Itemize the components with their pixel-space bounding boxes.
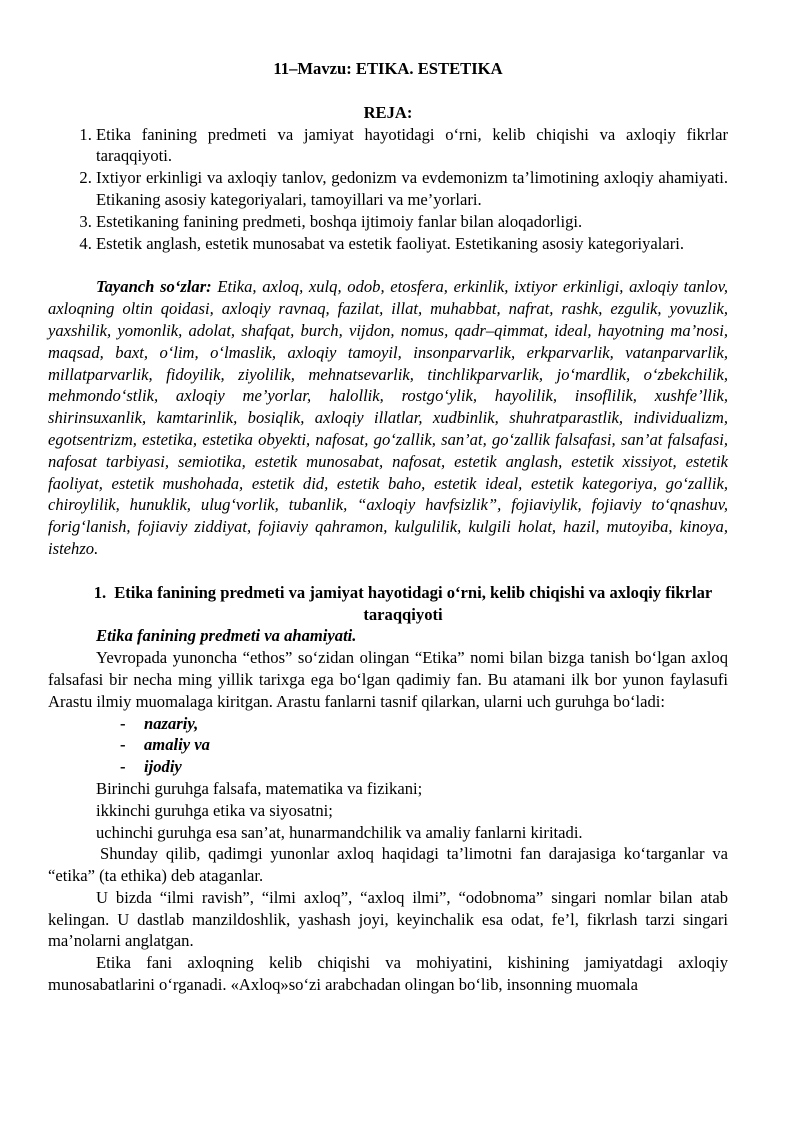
section-title: Etika fanining predmeti va jamiyat hayotidagi o‘rni, kelib chiqishi va axloqiy fikrlar taraqqiyoti bbox=[114, 582, 713, 624]
body-paragraph: Yevropada yunoncha “ethos” so‘zidan olingan “Etika” nomi bilan bizga tanish bo‘lgan axloq falsafasi bir necha ming yillik tarixga ega bo‘lgan qadimiy fan. Bu atamani ilk bor yunon faylasufi Arastu ilmiy muomalaga kiritgan. Arastu fanlarni tasnif qilarkan, ularni uch guruhga bo‘ladi: bbox=[48, 648, 728, 711]
plan-item: 2. Ixtiyor erkinligi va axloqiy tanlov, gedonizm va evdemonizm ta’limotining axloqiy ahamiyati. Etikaning asosiy kategoriyalari, tamoyillari va me’yorlari. bbox=[96, 167, 728, 211]
category-item bbox=[120, 713, 728, 735]
group-line: ikkinchi guruhga etika va siyosatni; bbox=[96, 800, 333, 820]
plan-heading: REJA: bbox=[363, 102, 413, 122]
section-heading bbox=[48, 582, 728, 626]
group-line: Birinchi guruhga falsafa, matematika va fizikani; bbox=[96, 778, 423, 798]
plan-item: 4. Estetik anglash, estetik munosabat va estetik faoliyat. Estetikaning asosiy kategoriyalari. bbox=[96, 233, 728, 255]
keywords-paragraph bbox=[48, 276, 728, 559]
category-label: amaliy va bbox=[144, 735, 210, 755]
plan-item: 3. Estetikaning fanining predmeti, boshqa ijtimoiy fanlar bilan aloqadorligi. bbox=[96, 211, 728, 233]
category-item bbox=[120, 734, 728, 756]
category-item bbox=[120, 756, 728, 778]
body-paragraph: Shunday qilib, qadimgi yunonlar axloq haqidagi ta’limotni fan darajasiga ko‘targanlar va “etika” (ta ethika) deb ataganlar. bbox=[48, 844, 728, 886]
dash-bullet: - bbox=[120, 757, 126, 777]
plan-list bbox=[48, 124, 728, 255]
body-paragraph: U bizda “ilmi ravish”, “ilmi axloq”, “axloq ilmi”, “odobnoma” singari nomlar bilan atab kelingan. U dastlab manzildoshlik, yashash joyi, keyinchalik esa odat, fe’l, fikrlash tarzi singari ma’nolarni anglatgan. bbox=[48, 887, 728, 951]
group-line: uchinchi guruhga esa san’at, hunarmandchilik va amaliy fanlarni kiritadi. bbox=[96, 822, 583, 842]
document-title: 11–Mavzu: ETIKA. ESTETIKA bbox=[273, 59, 503, 78]
category-list bbox=[48, 713, 728, 778]
body-paragraph: Etika fani axloqning kelib chiqishi va mohiyatini, kishining jamiyatdagi axloqiy munosabatlarini o‘rganadi. «Axloq»so‘zi arabchadan olingan bo‘lib, insonning muomala bbox=[48, 953, 728, 995]
section-number: 1. bbox=[93, 582, 107, 602]
subsection-heading: Etika fanining predmeti va ahamiyati. bbox=[96, 626, 357, 646]
category-label: ijodiy bbox=[144, 757, 182, 777]
plan-item: 1. Etika fanining predmeti va jamiyat hayotidagi o‘rni, kelib chiqishi va axloqiy fikrlar taraqqiyoti. bbox=[96, 124, 728, 168]
keywords-text: Etika, axloq, xulq, odob, etosfera, erkinlik, ixtiyor erkinligi, axloqiy tanlov, axloqning oltin qoidasi, axloqiy ravnaq, fazilat, illat, muhabbat, nafrat, rashk, ezgulik, yovuzlik, yaxshilik, yomonlik, adolat, shafqat, burch, vijdon, nomus, qadr–qimmat, ideal, hayotning ma’nosi, maqsad, baxt, o‘lim, o‘lmaslik, axloqiy tamoyil, insonparvarlik, erkparvarlik, vatanparvarlik, millatparvarlik, fidoyilik, ziyolilik, mehnatsevarlik, tinchlikparvarlik, jo‘mardlik, o‘zbekchilik, mehmondo‘stlik, axloqiy me’yorlar, halollik, rostgo‘ylik, hayolilik, insoflilik, xushfe’llik, shirinsuxanlik, kamtarinlik, bosiqlik, axloqiy illatlar, xudbinlik, shuhratparastlik, individualizm, egotsentrizm, estetika, estetika obyekti, nafosat, go‘zallik, san’at, go‘zallik falsafasi, san’at falsafasi, nafosat tarbiyasi, semiotika, estetik munosabat, nafosat, estetik anglash, estetik xissiyot, estetik faoliyat, estetik mushohada, estetik did, estetik baho, estetik ideal, estetik kategoriya, go‘zallik, chiroylilik, hunuklik, ulug‘vorlik, tubanlik, “axloqiy havfsizlik”, fojiaviylik, fojiaviy to‘qnashuv, forig‘lanish, fojiaviy ziddiyat, fojiaviy qahramon, kulgulilik, kulgili holat, hazil, mutoyiba, kinoya, istehzo. bbox=[48, 277, 729, 558]
dash-bullet: - bbox=[120, 735, 126, 755]
keywords-label: Tayanch so‘zlar: bbox=[96, 277, 212, 297]
dash-bullet: - bbox=[120, 713, 126, 733]
category-label: nazariy, bbox=[144, 713, 199, 733]
